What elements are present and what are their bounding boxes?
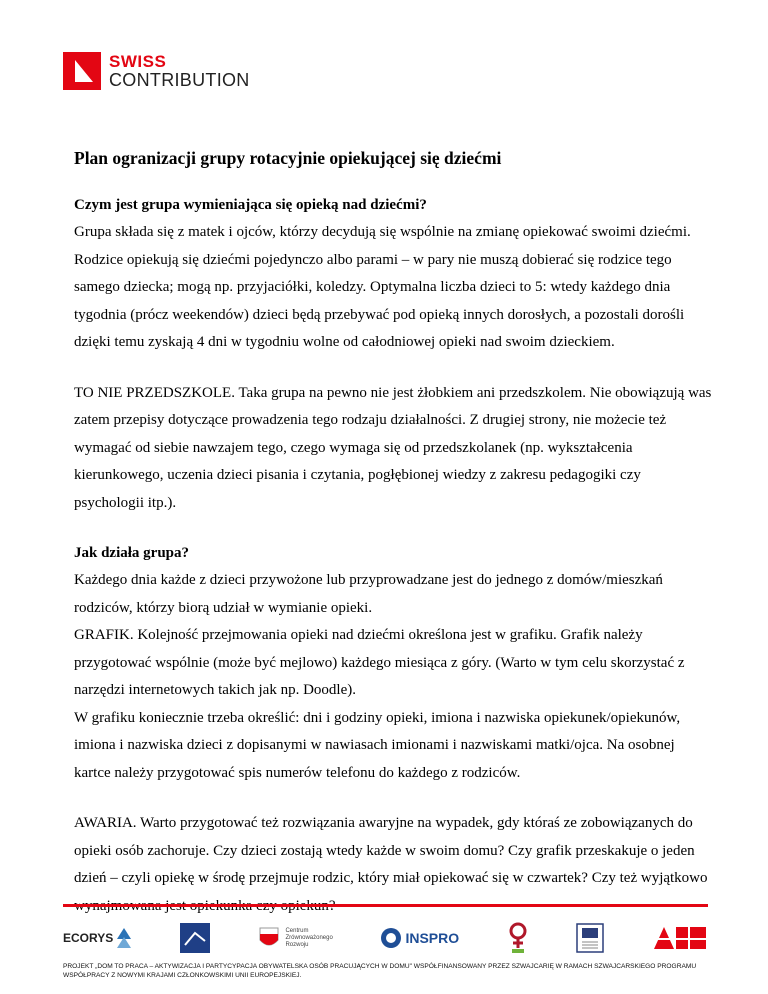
partner-square-icon: [180, 923, 210, 953]
ecorys-label: ECORYS: [63, 931, 114, 945]
paragraph-group-description: Grupa składa się z matek i ojców, którzy decydują się wspólnie na zmianę opiekować swoimi dziećmi. Rodzice opiekują się dziećmi pojedynczo albo parami – w pary nie muszą dobierać się rodzice tego samego dziecka; mogą np. przyjaciółki, koledzy. Optymalna liczba dzieci to 5: wtedy każdego dnia tygodnia (prócz weekendów) dzieci będą przebywać pod opieką innych dorosłych, a pozostali dorośli dzięki temu zyskają 4 dni w tygodniu wolne od całodniowej opieki nad swoim dzieckiem.: [74, 224, 691, 350]
inspro-logo: [380, 927, 459, 949]
logo-line-swiss: SWISS: [109, 52, 167, 71]
paragraph-schedule: GRAFIK. Kolejność przejmowania opieki nad dziećmi określona jest w grafiku. Grafik należy przygotować wspólnie (może być mejlowo) każdego miesiąca z góry. (Warto w tym celu skorzystać z narzędzi internetowych takich jak np. Doodle).: [74, 627, 685, 698]
female-symbol-icon: [507, 922, 529, 954]
crz-emblem-icon: [257, 925, 281, 951]
ecorys-logo: [63, 927, 132, 949]
section-heading-how-it-works: Jak działa grupa?: [74, 545, 190, 561]
document-body: [74, 146, 714, 920]
emblem-icon: [576, 923, 604, 953]
spacer: [74, 517, 714, 540]
swiss-contribution-logo: [63, 52, 250, 90]
logo-text: [109, 53, 250, 89]
spacer: [74, 787, 714, 810]
ecorys-triangle-icon: [116, 927, 132, 949]
swiss-cross-icon: [63, 52, 101, 90]
footer-divider: [63, 904, 708, 907]
project-funding-note: PROJEKT „DOM TO PRACA – AKTYWIZACJA I PARTYCYPACJA OBYWATELSKA OSÓB PRACUJĄCYCH W DOMU" WSPÓŁFINANSOWANY PRZEZ SZWAJCARIĘ W RAMACH SZWAJCARSKIEGO PROGRAMU WSPÓŁPRACY Z NOWYMI KRAJAMI CZŁONKOWSKIMI UNII EUROPEJSKIEJ.: [63, 963, 697, 979]
paragraph-daily-drop-off: Każdego dnia każde z dzieci przywożone lub przyprowadzane jest do jednego z domów/mieszkań rodziców, którzy biorą udział w wymianie opieki.: [74, 572, 663, 616]
partner-logos: [63, 918, 708, 958]
logo-line-contribution: CONTRIBUTION: [109, 70, 250, 90]
partner-logo-emblem: [576, 923, 604, 953]
spacer: [74, 357, 714, 380]
crz-logo: [257, 925, 332, 951]
crz-label-line1: Centrum: [285, 927, 309, 934]
crz-label: [285, 928, 332, 949]
paragraph-emergency: AWARIA. Warto przygotować też rozwiązania awaryjne na wypadek, gdy któraś ze zobowiązanych do opieki osób zachoruje. Czy dzieci zostają wtedy każde w swoim domu? Czy grafik przeskakuje o jeden dzień – czyli opiekę w środę przejmuje rodzic, który miał opiekować się w czwartek? Czy też wyjątkowo: [74, 815, 708, 886]
crz-label-line2: Zrównoważonego: [285, 934, 333, 941]
partner-logo-blue-square: [180, 923, 210, 953]
partner-logo-red: [652, 925, 708, 951]
crz-label-line3: Rozwoju: [285, 941, 309, 948]
red-partner-icon: [652, 925, 708, 951]
inspro-circle-icon: [380, 927, 402, 949]
paragraph-not-preschool: TO NIE PRZEDSZKOLE. Taka grupa na pewno nie jest żłobkiem ani przedszkolem. Nie obowiązują was zatem przepisy dotyczące prowadzenia tego rodzaju działalności. Z drugiej strony, nie możecie też wymagać od siebie nawzajem tego, czego wymaga się od przedszkolanek (np. wykształcenia kierunkowego, uczenia dzieci pisania i czytania, pogłębionej wiedzy z zakresu pedagogiki czy psychologii itp.).: [74, 384, 712, 511]
inspro-label: INSPRO: [405, 930, 460, 946]
partner-logo-female-symbol: [507, 922, 529, 954]
section-heading-what-is-group: Czym jest grupa wymieniająca się opieką nad dziećmi?: [74, 197, 427, 213]
document-title: Plan ogranizacji grupy rotacyjnie opiekującej się dziećmi: [74, 148, 502, 168]
paragraph-schedule-details: W grafiku koniecznie trzeba określić: dni i godziny opieki, imiona i nazwiska opiekunek/opiekunów, imiona i nazwiska dzieci z dopisanymi w nawiasach imionami i nazwiskami matki/ojca. Na osobnej kartce należy przygotować spis numerów telefonu do każdego z rodziców.: [74, 709, 681, 781]
